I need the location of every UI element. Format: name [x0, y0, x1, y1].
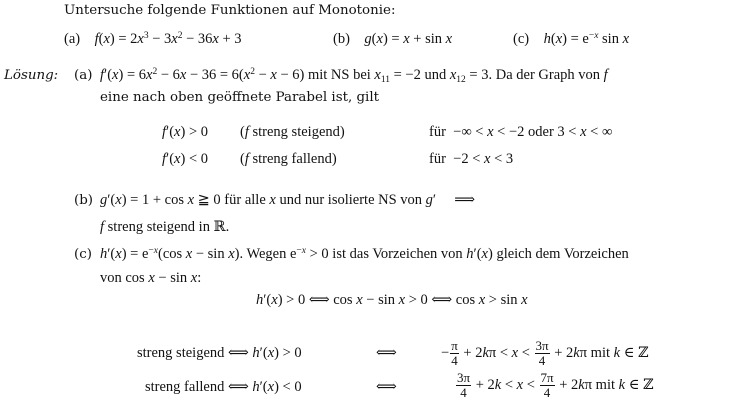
task-item-b-label: (b): [333, 31, 350, 47]
solution-c-row1-left: streng steigend ⟺ h′(x) > 0: [137, 345, 302, 361]
task-intro: Untersuche folgende Funktionen auf Monotonie:: [64, 3, 396, 18]
solution-a-label: (a): [74, 68, 93, 83]
task-item-b: (b) g(x) = x + sin x: [333, 31, 453, 47]
solution-a-row2-cond: f′(x) < 0: [162, 151, 208, 167]
solution-c-line1: $h'(x) = e^{-x}(\cos$ x − sin x). Wegen $e^{-x} > 0$ ist das Vorzeichen von h′(x) gleich dem Vorzeichen: [100, 246, 629, 262]
task-item-c-label: (c): [513, 31, 530, 47]
solution-a-row1-cond: f′(x) > 0: [162, 124, 208, 140]
solution-a-line1: $f'(x) = 6x^2 - 6x - 36 = 6(x^2 - x - 6)$ mit NS bei $x_{11} = -2$ und $x_{12} = 3$. Da der Graph von f: [100, 67, 608, 85]
solution-c-row2-arrow: ⟺: [376, 379, 397, 395]
solution-a-row1-desc: (f streng steigend): [240, 124, 345, 140]
solution-a-row2-desc: (f streng fallend): [240, 151, 337, 167]
fraction: $\frac{7\pi}{4}$: [540, 370, 554, 401]
solution-b-line1: g′(x) = 1 + cos x ≧ 0 für alle x und nur isolierte NS von g′ ⟹: [100, 192, 476, 208]
solution-c-row1-right: − $\frac{\pi}{4}$ + 2kπ < x < $\frac{3\pi}{4}$ + 2kπ mit k ∈ ℤ: [441, 338, 649, 369]
solution-b-label: (b): [74, 193, 94, 208]
solution-c-label: (c): [74, 247, 92, 262]
task-item-a: (a) $f(x) = 2x^3 - 3x^2 - 36x + 3$: [64, 31, 242, 47]
solution-c-row1-arrow: ⟺: [376, 345, 397, 361]
solution-c-line2: von cos x − sin x:: [100, 270, 202, 286]
solution-c-row2-left: streng fallend ⟺ h′(x) < 0: [145, 379, 302, 395]
solution-a-row1-interval: für −∞ < x < −2 oder 3 < x < ∞: [429, 124, 613, 140]
solution-c-row2-right: $\frac{3\pi}{4}$ + 2k < x < $\frac{7\pi}{4}$ + 2kπ mit k ∈ ℤ: [457, 370, 654, 401]
fraction: $\frac{\pi}{4}$: [451, 338, 458, 369]
solution-a-line2: eine nach oben geöffnete Parabel ist, gilt: [100, 90, 379, 105]
solution-c-center-equation: h′(x) > 0 ⟺ cos x − sin x > 0 ⟺ cos x > sin x: [256, 292, 528, 308]
fraction: $\frac{3\pi}{4}$: [535, 338, 549, 369]
fraction: $\frac{3\pi}{4}$: [457, 370, 471, 401]
solution-a-row2-interval: für −2 < x < 3: [429, 151, 514, 167]
solution-b-line2: f streng steigend in ℝ.: [100, 219, 230, 235]
solution-label: Lösung:: [4, 68, 59, 83]
task-item-a-label: (a): [64, 31, 81, 47]
task-item-c: (c) $h(x) = e^{-x}$ sin x: [513, 31, 630, 47]
